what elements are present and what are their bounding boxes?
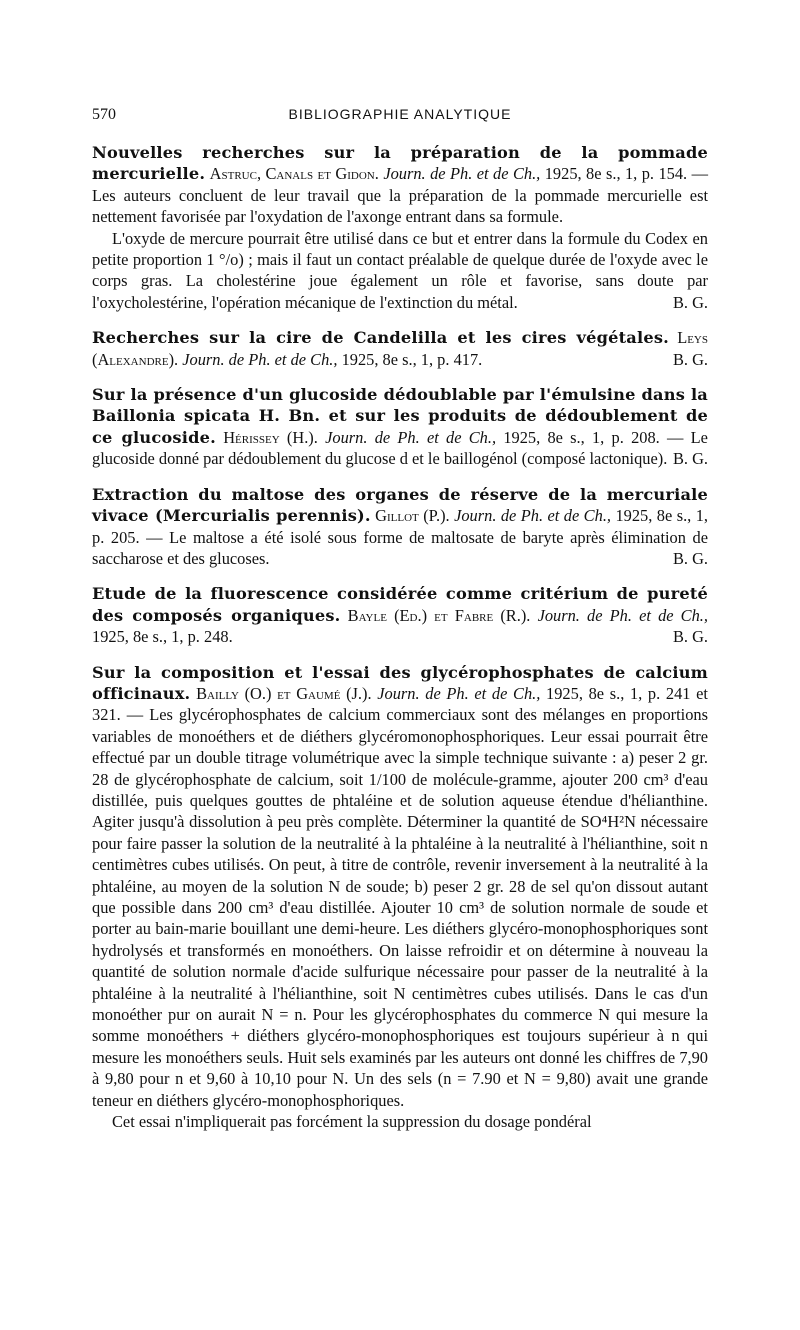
entry-summary-continued: Cet essai n'impliquerait pas forcément la suppression du dosage pondéral bbox=[112, 1112, 592, 1132]
entry-summary-continued: L'oxyde de mercure pourrait être utilisé dans ce but et entrer dans la formule du Codex en petite proportion 1 °/o) ; mais il faut un contact préalable de quelque durée de l'oxyde avec le corps gras. La cholestérine joue également un rôle et favorise, sans doute par l'oxycholestérine, l'opération mécanique de l'extinction du métal. bbox=[92, 228, 708, 312]
entry-authors: Hérissey (H.). bbox=[223, 427, 318, 447]
entry-title: Etude de la fluorescence considérée comme critérium de pureté des composés organiques. bbox=[92, 584, 708, 625]
entry-journal: Journ. de Ph. et de Ch., bbox=[454, 506, 612, 526]
entry-journal: Journ. de Ph. et de Ch., bbox=[377, 683, 541, 703]
entry-reference: 1925, 8e s., 1, p. 417. bbox=[341, 349, 483, 369]
bibliography-entry bbox=[92, 384, 708, 470]
entry-authors: Astruc, Canals et Gidon. bbox=[209, 164, 379, 184]
entry-reference: 1925, 8e s., 1, p. 205. bbox=[92, 506, 709, 547]
entry-paragraph bbox=[92, 327, 708, 370]
entry-summary: — Les auteurs concluent de leur travail que la préparation de la pommade mercurielle est nettement favorisée par l'oxydation de l'axonge entrant dans sa formule. bbox=[92, 164, 708, 227]
entry-title: Nouvelles recherches sur la préparation de la pommade mercurielle. bbox=[92, 143, 708, 184]
entry-journal: Journ. de Ph. et de Ch., bbox=[383, 164, 541, 184]
entry-paragraph bbox=[92, 484, 708, 570]
entry-authors: Gillot (P.). bbox=[375, 506, 450, 526]
entry-paragraph bbox=[92, 142, 708, 228]
entry-paragraph-2 bbox=[92, 228, 708, 314]
bibliography-content bbox=[92, 142, 708, 1146]
entry-reference: 1925, 8e s., 1, p. 248. bbox=[92, 627, 233, 647]
entry-title: Extraction du maltose des organes de réserve de la mercuriale vivace (Mercurialis perennis). bbox=[92, 484, 708, 526]
entry-reference: 1925, 8e s., 1, p. 154. bbox=[544, 164, 688, 184]
entry-paragraph bbox=[92, 384, 708, 470]
entry-paragraph bbox=[92, 583, 708, 647]
page-header bbox=[92, 106, 708, 128]
entry-authors: Bayle (Ed.) et Fabre (R.). bbox=[347, 605, 531, 625]
entry-paragraph bbox=[92, 662, 708, 1112]
entry-journal: Journ. de Ph. et de Ch., bbox=[325, 427, 497, 447]
entry-title: Sur la composition et l'essai des glycérophosphates de calcium officinaux. bbox=[92, 662, 708, 703]
bibliography-entry bbox=[92, 583, 708, 647]
entry-title: Sur la présence d'un glucoside dédoublable par l'émulsine dans la Baillonia spicata H. Bn. et sur les produits de dédoublement de ce glucoside. bbox=[92, 385, 708, 447]
bibliography-entry bbox=[92, 662, 708, 1133]
entry-authors: Bailly (O.) et Gaumé (J.). bbox=[196, 683, 372, 703]
entry-journal: Journ. de Ph. et de Ch., bbox=[537, 605, 709, 625]
entry-journal: Journ. de Ph. et de Ch., bbox=[182, 349, 338, 369]
entry-signature: B. G. bbox=[672, 292, 708, 312]
running-title: BIBLIOGRAPHIE ANALYTIQUE bbox=[288, 106, 512, 122]
entry-signature: B. G. bbox=[672, 449, 708, 469]
entry-reference: 1925, 8e s., 1, p. 208. bbox=[503, 427, 660, 447]
entry-summary: — Les glycérophosphates de calcium commerciaux sont des mélanges en proportions variables de monoéthers et de diéthers glycéromonophosphoriques. Leur essai pourrait être effectué par un double titrage volumétrique avec la simple technique suivante : a) peser 2 gr. 28 de glycérophosphate de calcium, soit 1/100 de molécule-gramme, ajouter 200 cm³ d'eau distillée, puis quelques gouttes de phtaléine et de solution aqueuse étendue d'hélianthine. Agiter jusqu'à dissolution à peu près complète. Déterminer la quantité de SO⁴H²N nécessaire pour faire passer la solution de la neutralité à la phtaléine à la neutralité à l'hélianthine, soit n centimètres cubes utilisés. On peut, à titre de contrôle, revenir inversement à la neutralité à la phtaléine, au moyen de la solution N de soude; b) peser 2 gr. 28 de sel qu'on dissout autant que possible dans 200 cm³ d'eau distillée. Ajouter 10 cm³ de solution normale de soude et porter au bain-marie bouillant une demi-heure. Les diéthers glycéro-monophosphoriques sont hydrolysés et transformés en monoéthers. On laisse refroidir et on détermine à nouveau la quantité de solution normale d'acide sulfurique nécessaire pour passer de la neutralité à la phtaléine à la neutralité à l'hélianthine, soit N centimètres cubes utilisés. Dans le cas d'un monoéther pur on aurait N = n. Pour les glycérophosphates du commerce N qui mesure la somme monoéthers + diéthers glycéro-monophosphoriques est toujours supérieur à n qui mesure les monoéthers seuls. Huit sels examinés par les auteurs ont donné les chiffres de 7,90 à 9,80 pour n et 9,60 à 10,10 pour N. Un des sels (n = 7.90 et N = 9,80) avait une grande teneur en diéthers glycéro-monophosphoriques. bbox=[92, 705, 708, 1110]
entry-signature: B. G. bbox=[672, 548, 708, 568]
page-number: 570 bbox=[92, 106, 116, 123]
entry-authors: Leys (Alexandre). bbox=[92, 328, 708, 369]
entry-title: Recherches sur la cire de Candelilla et les cires végétales. bbox=[92, 328, 669, 348]
entry-reference: 1925, 8e s., 1, p. 241 et 321. bbox=[92, 683, 708, 725]
entry-summary: — Le maltose a été isolé sous forme de maltosate de baryte après élimination de saccharose et des glucoses. bbox=[92, 527, 708, 568]
entry-summary: — Le glucoside donné par dédoublement du glucose d et le baillogénol (composé lactonique). bbox=[92, 427, 708, 469]
bibliography-entry bbox=[92, 327, 708, 370]
bibliography-entry bbox=[92, 142, 708, 313]
entry-signature: B. G. bbox=[672, 349, 708, 369]
entry-signature: B. G. bbox=[672, 627, 708, 647]
bibliography-entry bbox=[92, 484, 708, 570]
entry-paragraph-2 bbox=[92, 1111, 708, 1132]
